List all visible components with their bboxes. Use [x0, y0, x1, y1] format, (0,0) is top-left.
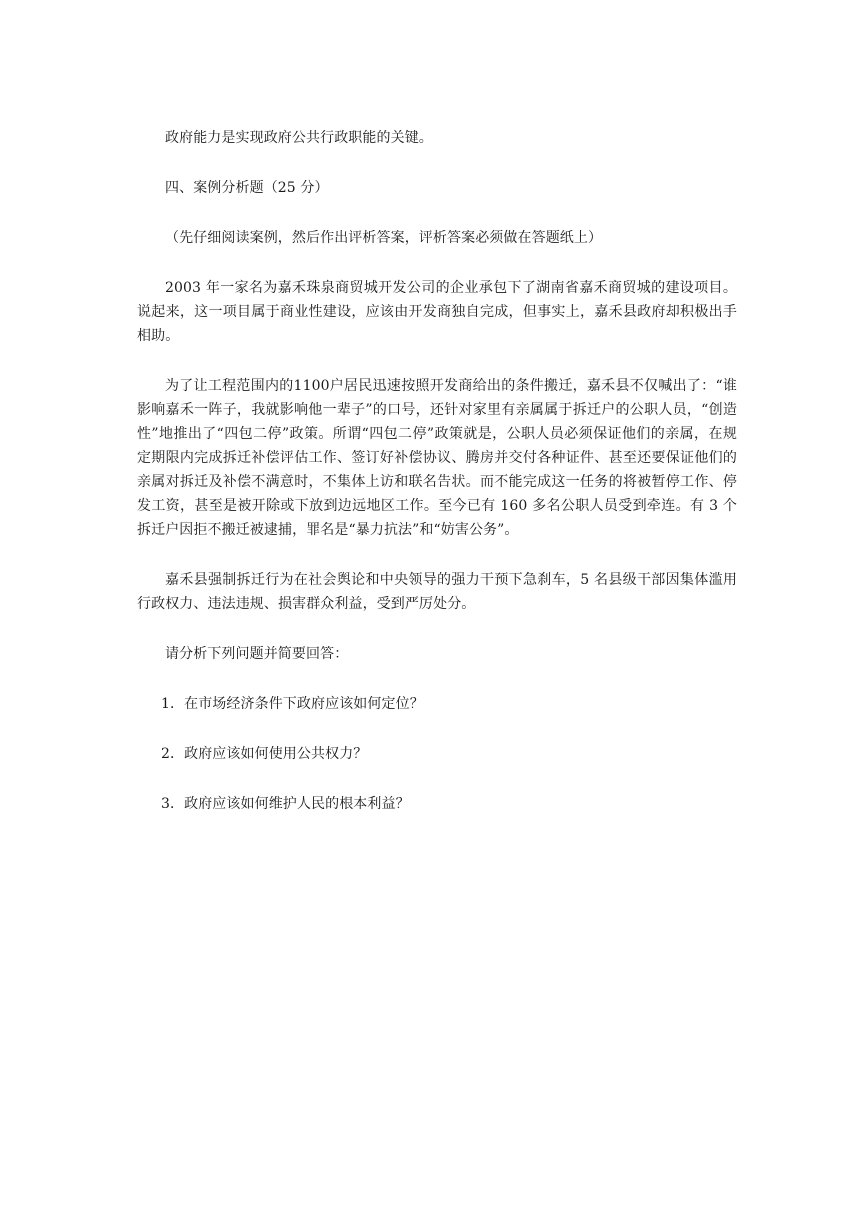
case-paragraph-3: 嘉禾县强制拆迁行为在社会舆论和中央领导的强力干预下急刹车，5 名县级干部因集体滥用行政权力、违法违规、损害群众利益，受到严厉处分。 — [137, 572, 737, 612]
question-item-1: 1．在市场经济条件下政府应该如何定位？ — [161, 696, 424, 712]
document-body — [137, 126, 737, 816]
instruction-note: （先仔细阅读案例，然后作出评析答案，评析答案必须做在答题纸上） — [165, 230, 603, 246]
case-paragraph-2: 为了让工程范围内的1100户居民迅速按照开发商给出的条件搬迁，嘉禾县不仅喊出了：“谁影响嘉禾一阵子，我就影响他一辈子”的口号，还针对家里有亲属属于拆迁户的公职人员，“创造性”地推出了“四包二停”政策。所谓“四包二停”政策就是，公职人员必须保证他们的亲属，在规定期限内完成拆迁补偿评估工作、签订好补偿协议、腾房并交付各种证件、甚至还要保证他们的亲属对拆迁及补偿不满意时，不集体上访和联名告状。而不能完成这一任务的将被暂停工作、停发工资，甚至是被开除或下放到边远地区工作。至今已有 160 多名公职人员受到牵连。有 3 个拆迁户因拒不搬迁被逮捕，罪名是“暴力抗法”和“妨害公务”。 — [137, 378, 737, 538]
case-paragraph-1: 2003 年一家名为嘉禾珠泉商贸城开发公司的企业承包下了湖南省嘉禾商贸城的建设项目。说起来，这一项目属于商业性建设，应该由开发商独自完成，但事实上，嘉禾县政府却积极出手相助。 — [137, 280, 737, 344]
paragraph-intro: 政府能力是实现政府公共行政职能的关键。 — [165, 130, 433, 146]
section-heading: 四、案例分析题（25 分） — [165, 180, 329, 196]
question-item-3: 3．政府应该如何维护人民的根本利益？ — [161, 796, 410, 812]
question-item-2: 2．政府应该如何使用公共权力？ — [161, 746, 368, 762]
question-prompt: 请分析下列问题并简要回答： — [165, 646, 349, 662]
